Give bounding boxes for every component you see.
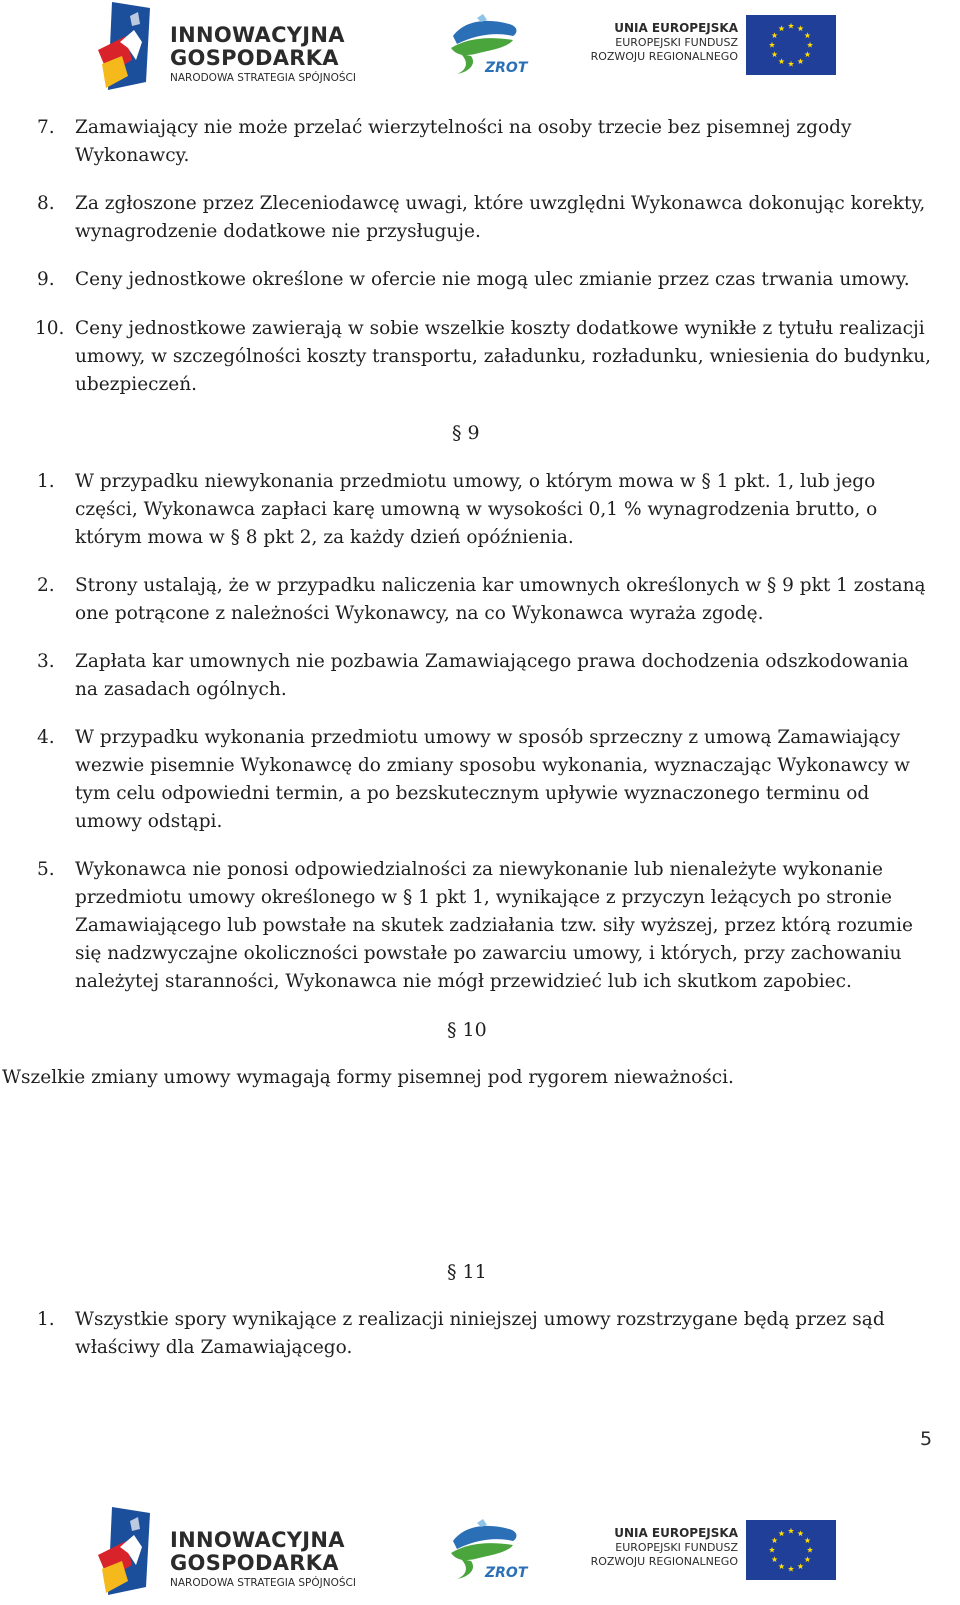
eu-line-unia: UNIA EUROPEJSKA bbox=[614, 21, 738, 35]
logo-line-gospodarka: GOSPODARKA bbox=[170, 46, 339, 70]
list-item-number: 10. bbox=[35, 318, 65, 339]
svg-text:ZROT: ZROT bbox=[485, 60, 528, 76]
list-item-text: Ceny jednostkowe zawierają w sobie wszelkie koszty dodatkowe wynikłe z tytułu realizacji umowy, w szczególności koszty transportu, załadunku, rozładunku, wniesienia do budynku, ubezpieczeń. bbox=[75, 318, 932, 395]
list-item-number: 3. bbox=[37, 651, 55, 672]
svg-text:ZROT: ZROT bbox=[485, 1565, 528, 1581]
logo-line-strategia: NARODOWA STRATEGIA SPÓJNOŚCI bbox=[170, 72, 356, 84]
eu-flag-icon bbox=[746, 15, 836, 75]
list-item-text: Strony ustalają, że w przypadku naliczenia kar umownych określonych w § 9 pkt 1 zostaną one potrącone z należności Wykonawcy, na co Wykonawca wyraża zgodę. bbox=[75, 575, 926, 624]
list-item-text: Zapłata kar umownych nie pozbawia Zamawiającego prawa dochodzenia odszkodowania na zasadach ogólnych. bbox=[75, 651, 909, 700]
header-logos bbox=[0, 0, 960, 100]
zrot-logo bbox=[447, 1519, 528, 1583]
section-heading-11: § 11 bbox=[447, 1261, 487, 1283]
list-item-text: Wszystkie spory wynikające z realizacji niniejszej umowy rozstrzygane będą przez sąd właściwy dla Zamawiającego. bbox=[75, 1309, 885, 1358]
list-item-number: 8. bbox=[37, 193, 55, 214]
eu-logo bbox=[588, 15, 838, 75]
list-item-text: Ceny jednostkowe określone w ofercie nie mogą ulec zmianie przez czas trwania umowy. bbox=[75, 269, 910, 290]
innowacyjna-gospodarka-logo bbox=[98, 2, 368, 94]
eu-flag-icon bbox=[746, 1520, 836, 1580]
list-item-text: W przypadku niewykonania przedmiotu umowy, o którym mowa w § 1 pkt. 1, lub jego części, Wykonawca zapłaci karę umowną w wysokości 0,1 % wynagrodzenia brutto, o którym mowa w § 8 pkt 2, za każdy dzień opóźnienia. bbox=[75, 471, 878, 548]
zrot-logo bbox=[447, 14, 528, 78]
section-heading-10: § 10 bbox=[447, 1019, 487, 1041]
list-item-number: 1. bbox=[37, 471, 55, 492]
innowacyjna-gospodarka-logo bbox=[98, 1507, 368, 1599]
list-item-number: 5. bbox=[37, 859, 55, 880]
list-item-number: 4. bbox=[37, 727, 55, 748]
list-item-text: Wykonawca nie ponosi odpowiedzialności za niewykonanie lub nienależyte wykonanie przedmiotu umowy określonego w § 1 pkt 1, wynikające z przyczyn leżących po stronie Zamawiającego lub powstałe na skutek zadziałania tzw. siły wyższej, przez którą rozumie się nadzwyczajne okoliczności powstałe po zawarciu umowy, i których, przy zachowaniu należytej staranności, Wykonawca nie mógł przewidzieć lub ich skutkom zapobiec. bbox=[75, 859, 913, 992]
list-item-number: 1. bbox=[37, 1309, 55, 1330]
eu-line-unia: UNIA EUROPEJSKA bbox=[614, 1526, 738, 1540]
eu-line-fundusz: EUROPEJSKI FUNDUSZ bbox=[615, 36, 738, 49]
section-heading-9: § 9 bbox=[452, 422, 480, 444]
eu-line-rozwoju: ROZWOJU REGIONALNEGO bbox=[590, 50, 738, 63]
list-item-number: 7. bbox=[37, 117, 55, 138]
logo-line-innowacyjna: INNOWACYJNA bbox=[170, 23, 345, 47]
page-number: 5 bbox=[920, 1428, 933, 1450]
list-item-number: 2. bbox=[37, 575, 55, 596]
list-item-text: Za zgłoszone przez Zleceniodawcę uwagi, które uwzględni Wykonawca dokonując korekty, wynagrodzenie dodatkowe nie przysługuje. bbox=[75, 193, 926, 242]
eu-line-fundusz: EUROPEJSKI FUNDUSZ bbox=[615, 1541, 738, 1554]
list-item-text: Zamawiający nie może przelać wierzytelności na osoby trzecie bez pisemnej zgody Wykonawcy. bbox=[75, 117, 852, 166]
logo-line-strategia: NARODOWA STRATEGIA SPÓJNOŚCI bbox=[170, 1577, 356, 1589]
list-item-text: W przypadku wykonania przedmiotu umowy w sposób sprzeczny z umową Zamawiający wezwie pisemnie Wykonawcę do zmiany sposobu wykonania, wyznaczając Wykonawcy w tym celu odpowiedni termin, a po bezskutecznym upływie wyznaczonego terminu od umowy odstąpi. bbox=[75, 727, 911, 832]
logo-line-gospodarka: GOSPODARKA bbox=[170, 1551, 339, 1575]
section-10-paragraph: Wszelkie zmiany umowy wymagają formy pisemnej pod rygorem nieważności. bbox=[2, 1067, 734, 1088]
innowacyjna-gospodarka-emblem-icon bbox=[98, 1507, 162, 1599]
eu-logo bbox=[588, 1520, 838, 1580]
footer-logos bbox=[0, 1505, 960, 1605]
list-item-number: 9. bbox=[37, 269, 55, 290]
eu-line-rozwoju: ROZWOJU REGIONALNEGO bbox=[590, 1555, 738, 1568]
innowacyjna-gospodarka-emblem-icon bbox=[98, 2, 162, 94]
logo-line-innowacyjna: INNOWACYJNA bbox=[170, 1528, 345, 1552]
